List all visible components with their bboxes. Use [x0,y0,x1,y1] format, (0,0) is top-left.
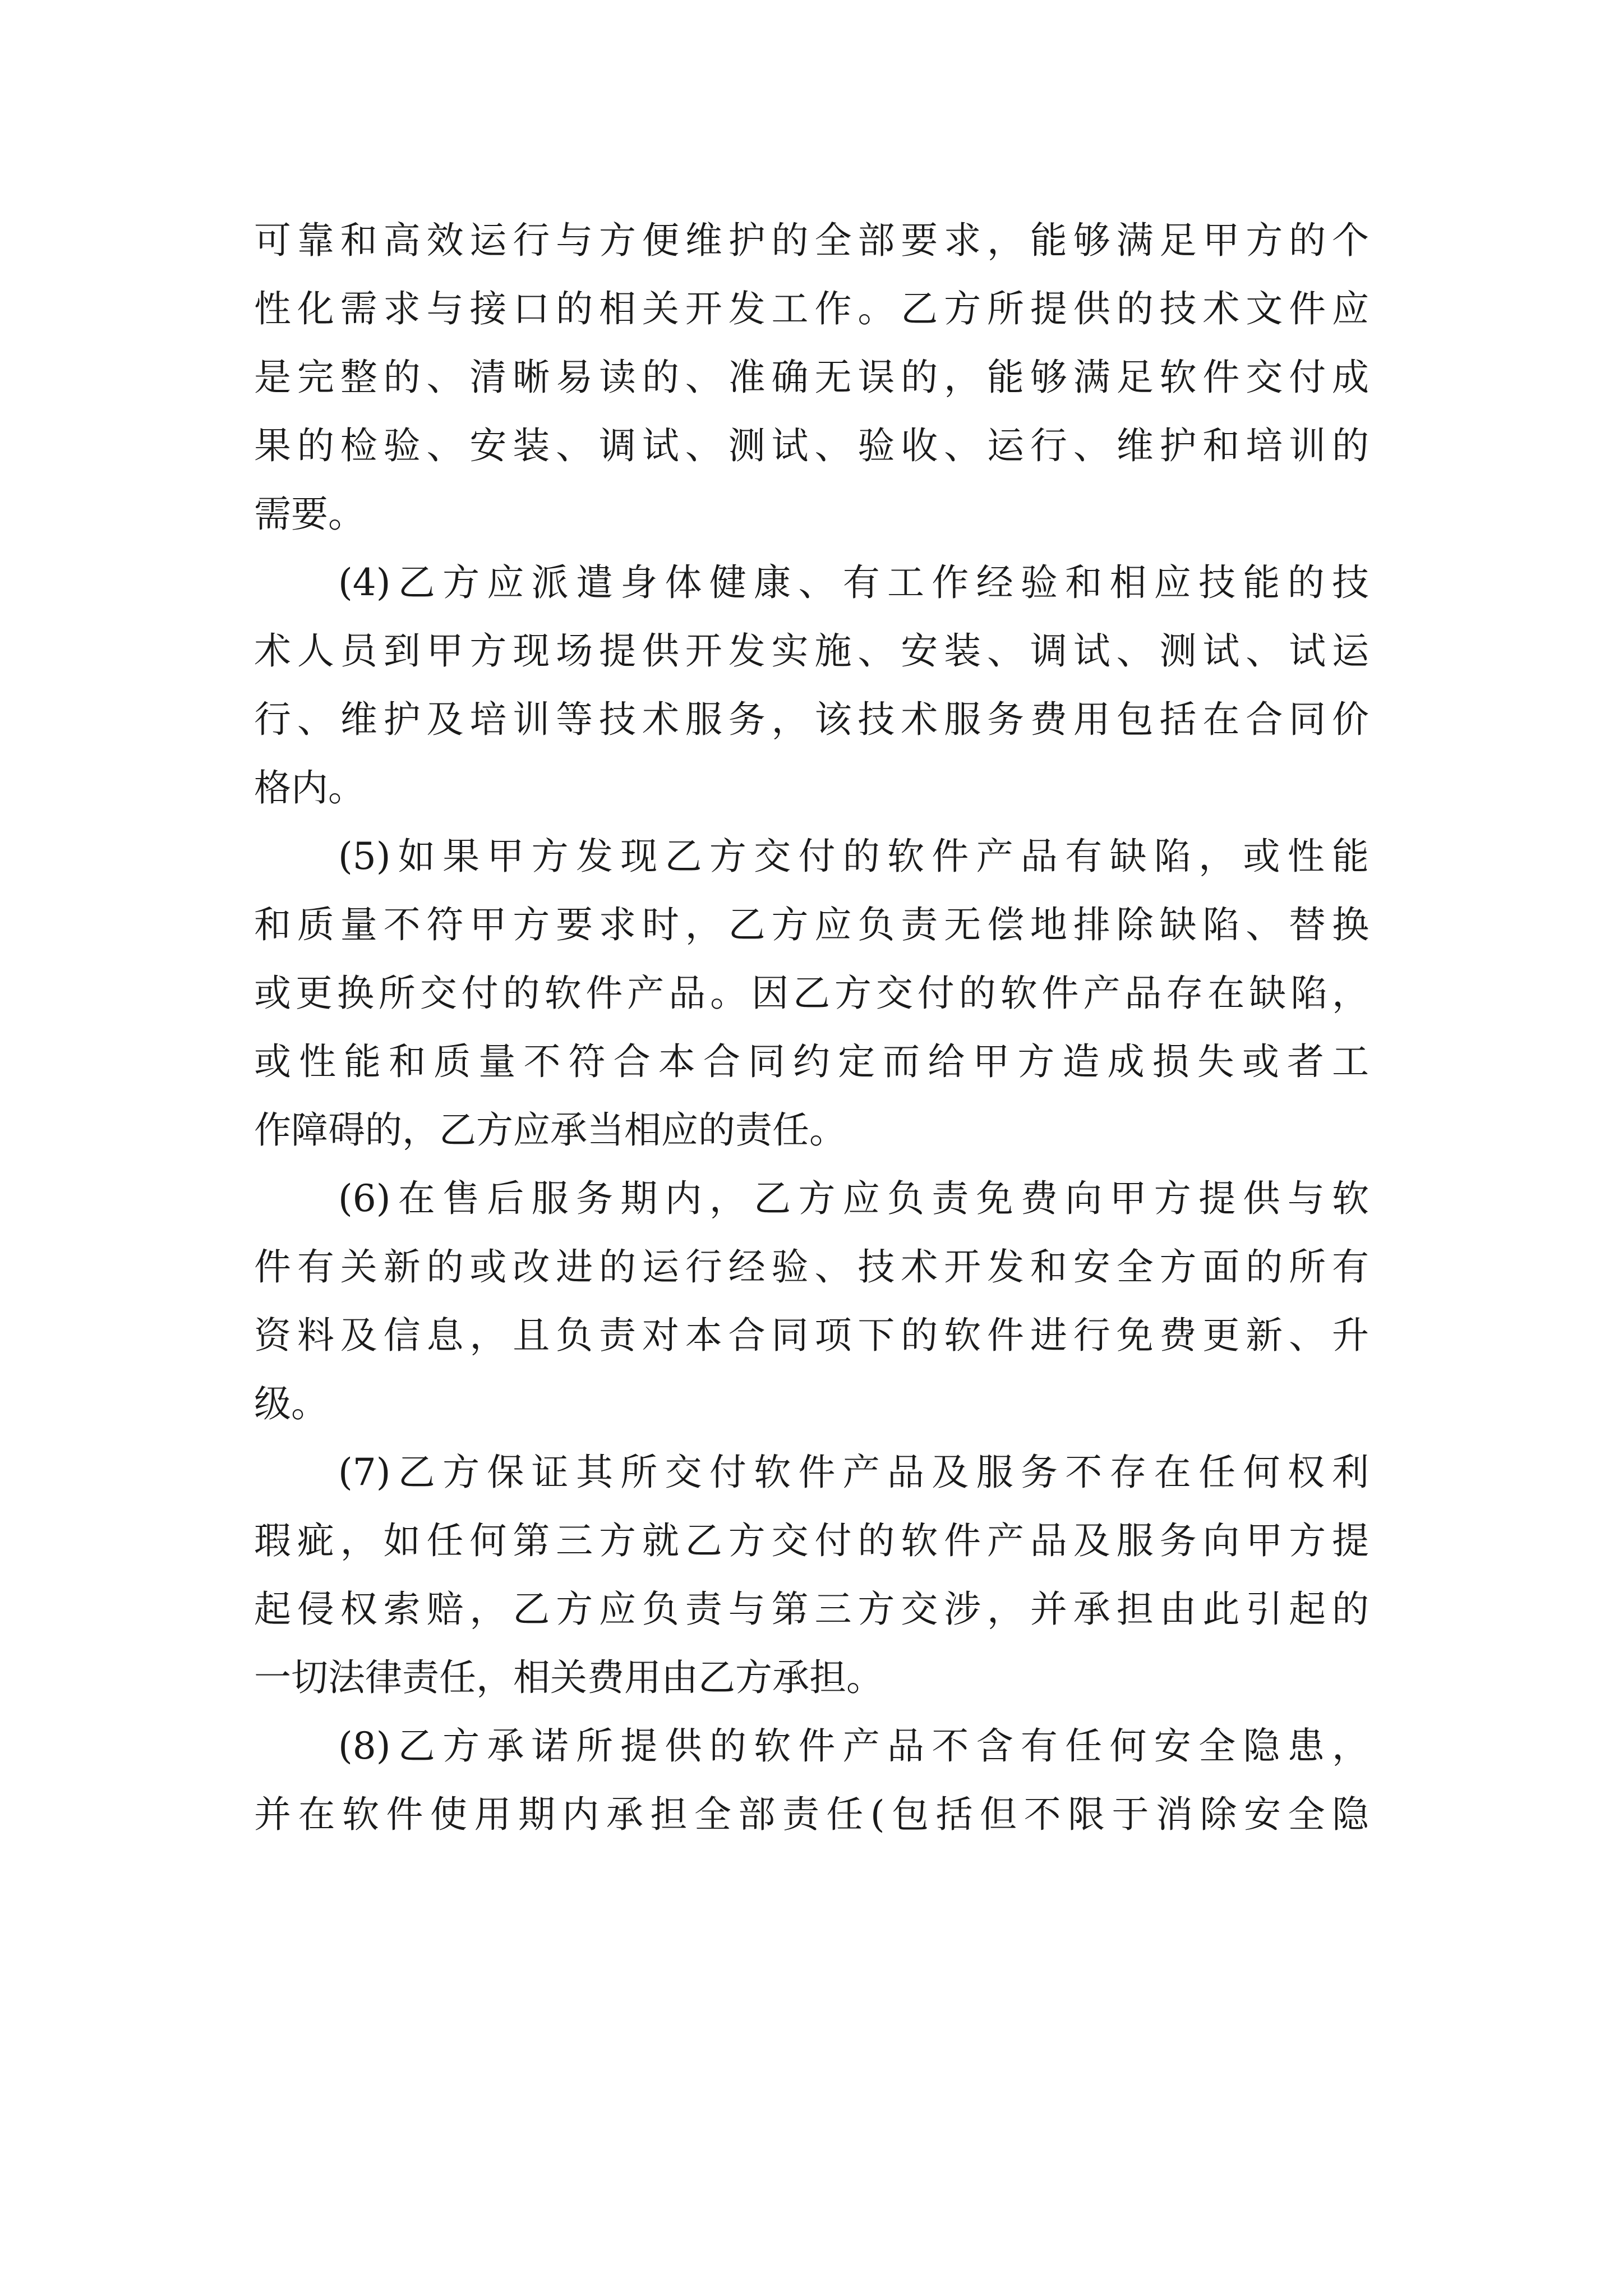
paragraph-clause-7 [254,1438,1369,1712]
text-line: 可靠和高效运行与方便维护的全部要求，能够满足甲方的个 [254,219,1369,262]
text-line: 起侵权索赔，乙方应负责与第三方交涉，并承担由此引起的 [254,1588,1369,1631]
text-line: 件有关新的或改进的运行经验、技术开发和安全方面的所有 [254,1245,1369,1289]
text-line: 作障碍的，乙方应承当相应的责任。 [254,1108,846,1152]
text-line: 或更换所交付的软件产品。因乙方交付的软件产品存在缺陷， [254,972,1369,1015]
text-line: (4)乙方应派遣身体健康、有工作经验和相应技能的技 [338,561,1369,604]
text-line: (5)如果甲方发现乙方交付的软件产品有缺陷，或性能 [338,835,1369,878]
paragraph-clause-4 [254,549,1369,822]
text-line: 术人员到甲方现场提供开发实施、安装、调试、测试、试运 [254,629,1369,673]
text-line: 果的检验、安装、调试、测试、验收、运行、维护和培训的 [254,424,1369,467]
text-line: 需要。 [254,493,365,536]
text-line: (6)在售后服务期内，乙方应负责免费向甲方提供与软 [338,1177,1369,1220]
text-line: 和质量不符甲方要求时，乙方应负责无偿地排除缺陷、替换 [254,903,1369,946]
text-line: (8)乙方承诺所提供的软件产品不含有任何安全隐患， [338,1724,1369,1768]
text-line: 行、维护及培训等技术服务，该技术服务费用包括在合同价 [254,698,1369,741]
text-line: 级。 [254,1382,328,1425]
text-line: 资料及信息，且负责对本合同项下的软件进行免费更新、升 [254,1314,1369,1357]
text-line: 一切法律责任，相关费用由乙方承担。 [254,1656,883,1699]
text-line: 性化需求与接口的相关开发工作。乙方所提供的技术文件应 [254,287,1369,330]
paragraph-continuation [254,206,1369,549]
text-line: 并在软件使用期内承担全部责任(包括但不限于消除安全隐 [254,1793,1369,1836]
paragraph-clause-8 [254,1712,1369,1849]
text-line: 瑕疵，如任何第三方就乙方交付的软件产品及服务向甲方提 [254,1519,1369,1562]
text-line: (7)乙方保证其所交付软件产品及服务不存在任何权利 [338,1451,1369,1494]
body-text [254,206,1369,1849]
paragraph-clause-6 [254,1165,1369,1438]
paragraph-clause-5 [254,822,1369,1165]
text-line: 格内。 [254,766,365,809]
text-line: 或性能和质量不符合本合同约定而给甲方造成损失或者工 [254,1040,1369,1083]
text-line: 是完整的、清晰易读的、准确无误的，能够满足软件交付成 [254,356,1369,399]
